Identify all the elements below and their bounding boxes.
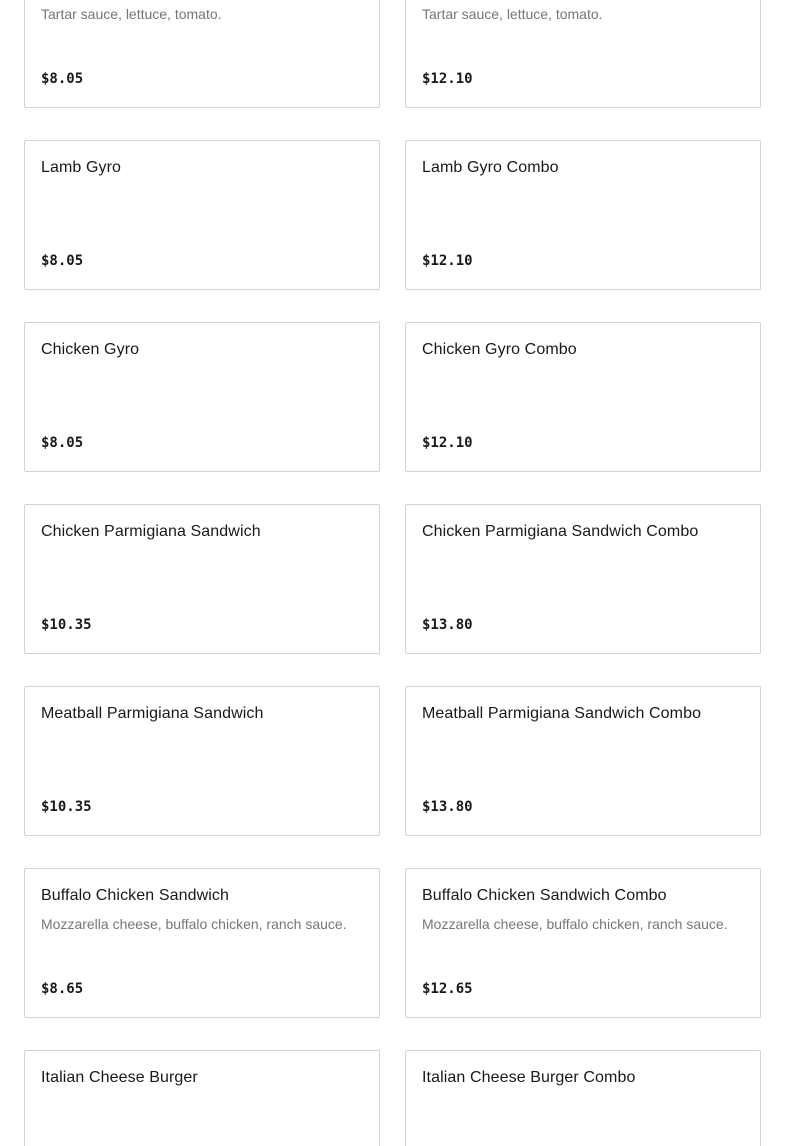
menu-item-card[interactable] bbox=[24, 504, 380, 654]
menu-item-name: Chicken Parmigiana Sandwich bbox=[41, 523, 261, 540]
menu-item-card[interactable] bbox=[24, 868, 380, 1018]
menu-item-price: $8.05 bbox=[41, 253, 84, 269]
menu-item-description: Mozzarella cheese, buffalo chicken, ranch sauce. bbox=[41, 916, 347, 932]
menu-item-price: $12.10 bbox=[422, 71, 473, 87]
menu-item-description: Tartar sauce, lettuce, tomato. bbox=[422, 6, 603, 22]
menu-item-price: $12.10 bbox=[422, 253, 473, 269]
menu-item-name: Buffalo Chicken Sandwich Combo bbox=[422, 887, 667, 904]
menu-item-name: Chicken Gyro bbox=[41, 341, 140, 358]
menu-item-price: $12.10 bbox=[422, 435, 473, 451]
menu-item-price: $8.65 bbox=[41, 981, 84, 997]
menu-item-price: $8.05 bbox=[41, 435, 84, 451]
menu-item-card[interactable] bbox=[405, 868, 761, 1018]
menu-item-name: Buffalo Chicken Sandwich bbox=[41, 887, 229, 904]
menu-item-name: Lamb Gyro bbox=[41, 159, 122, 176]
menu-item-description: Mozzarella cheese, buffalo chicken, ranch sauce. bbox=[422, 916, 728, 932]
menu-item-card[interactable] bbox=[24, 322, 380, 472]
menu-item-card[interactable] bbox=[24, 140, 380, 290]
menu-item-card[interactable] bbox=[405, 0, 761, 108]
menu-item-price: $8.05 bbox=[41, 71, 84, 87]
menu-item-name: Lamb Gyro Combo bbox=[422, 159, 559, 176]
menu-item-card[interactable] bbox=[24, 686, 380, 836]
menu-item-name: Italian Cheese Burger bbox=[41, 1069, 198, 1086]
menu-item-grid bbox=[24, 0, 761, 1146]
menu-item-card[interactable] bbox=[24, 1050, 380, 1146]
menu-item-name: Chicken Gyro Combo bbox=[422, 341, 577, 358]
menu-item-card[interactable] bbox=[405, 140, 761, 290]
menu-item-name: Chicken Parmigiana Sandwich Combo bbox=[422, 523, 699, 540]
menu-item-card[interactable] bbox=[405, 1050, 761, 1146]
menu-item-card[interactable] bbox=[405, 686, 761, 836]
menu-item-price: $12.65 bbox=[422, 981, 473, 997]
menu-item-name: Meatball Parmigiana Sandwich Combo bbox=[422, 705, 702, 722]
menu-item-card[interactable] bbox=[405, 322, 761, 472]
menu-item-card[interactable] bbox=[24, 0, 380, 108]
menu-item-name: Meatball Parmigiana Sandwich bbox=[41, 705, 264, 722]
menu-item-name: Italian Cheese Burger Combo bbox=[422, 1069, 636, 1086]
menu-item-price: $13.80 bbox=[422, 799, 473, 815]
menu-item-price: $10.35 bbox=[41, 799, 92, 815]
menu-item-price: $13.80 bbox=[422, 617, 473, 633]
menu-item-price: $10.35 bbox=[41, 617, 92, 633]
menu-item-description: Tartar sauce, lettuce, tomato. bbox=[41, 6, 222, 22]
menu-item-card[interactable] bbox=[405, 504, 761, 654]
